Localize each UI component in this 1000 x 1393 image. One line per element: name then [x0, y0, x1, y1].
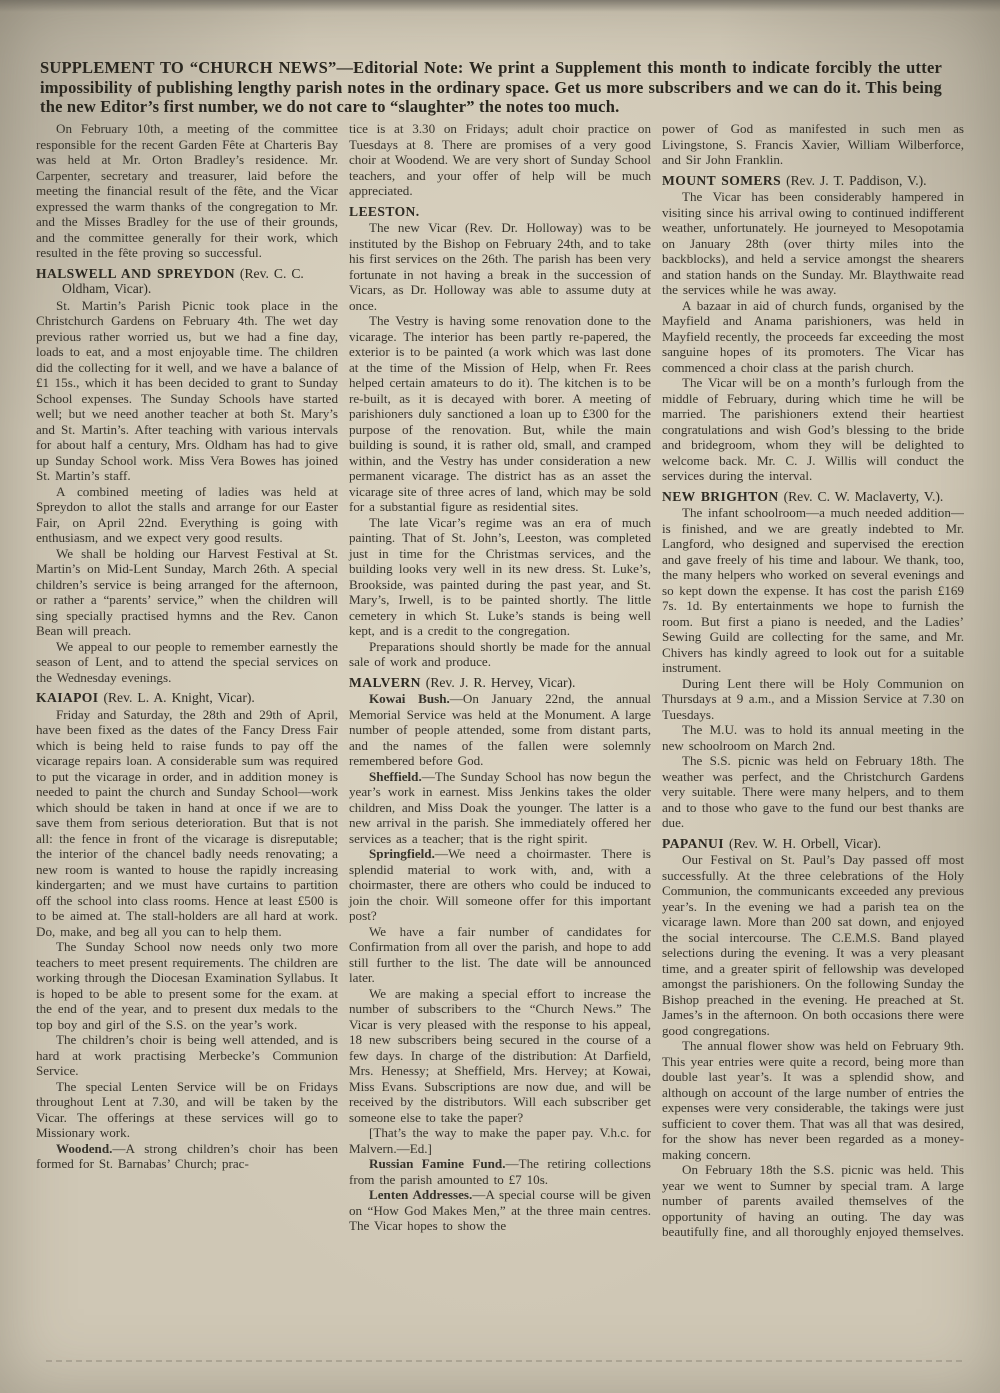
paragraph: The Vicar has been considerably hampered in visiting since his arrival owing to continued indifferent weather, unfortunately. He journeyed to Mesopotamia on January 28th (over thirty miles into the backblocks), and held a service amongst the shearers and station hands on the Sunday. Mr. Blaythwaite read the services while he was away.	[662, 189, 964, 297]
sub-section-paragraph: Springfield.—We need a choirmaster. There is splendid material to work with, and, with a choirmaster, there are others who could be induced to join the choir. Will someone offer for this important post?	[349, 846, 651, 923]
sub-section-label: Woodend.	[56, 1140, 113, 1156]
parish-name: PAPANUI	[662, 835, 724, 851]
paragraph: We shall be holding our Harvest Festival at St. Martin’s on Mid-Lent Sunday, March 26th. A special children’s service is being arranged for the afternoon, or rather a “parents’ service,” when the children will sing specially practised hymns and the Rev. Canon Bean will preach.	[36, 545, 338, 638]
paragraph: The infant schoolroom—a much needed addition—is finished, and we are greatly indebted to Mr. Langford, who designed and supervised the erection and gave freely of his time and labour. We thank, too, the many helpers who worked on several evenings and so kept down the expense. It has cost the parish £169 7s. 1d. By entertainments we hope to furnish the room. But first a piano is needed, and the Ladies’ Sewing Guild are collecting for the same, and Mr. Chivers has kindly agreed to look out for a suitable instrument.	[662, 505, 964, 675]
parish-section-heading	[349, 674, 651, 691]
column-3	[662, 121, 964, 1379]
sub-section-label: Springfield.	[369, 846, 435, 861]
vicar-name: (Rev. J. R. Hervey, Vicar).	[420, 674, 576, 690]
paragraph: The Sunday School now needs only two more teachers to meet present requirements. The children are working through the Diocesan Examination Syllabus. It is hoped to be able to present some for the exam. at the end of the year, and to present dux medals to the top boy and girl of the S.S. on the year’s work.	[36, 939, 338, 1032]
paragraph: A combined meeting of ladies was held at Spreydon to allot the stalls and arrange for our Easter Fair, on April 22nd. Everything is going with enthusiasm, and we expect very good results.	[36, 483, 338, 545]
parish-name: NEW BRIGHTON	[662, 488, 779, 504]
paragraph: On February 10th, a meeting of the committee responsible for the recent Garden Fête at Charteris Bay was held at Mr. Orton Bradley’s residence. Mr. Carpenter, secretary and treasurer, laid before the meeting the financial result of the fête, and the Vicar expressed the warm thanks of the congregation to Mr. and the Misses Bradley for the use of their grounds, and the committee generally for their work, which resulted in the fête proving so successful.	[36, 121, 338, 260]
parish-section-heading	[36, 265, 338, 297]
bottom-dashed-rule	[46, 1360, 962, 1362]
sub-section-paragraph: Lenten Addresses.—A special course will be given on “How God Makes Men,” at the three main centres. The Vicar hopes to show the	[349, 1187, 651, 1233]
paragraph: Preparations should shortly be made for the annual sale of work and produce.	[349, 638, 651, 669]
sub-section-paragraph: Sheffield.—The Sunday School has now begun the year’s work in earnest. Miss Jenkins takes the older children, and Miss Doak the younger. The latter is a new arrival in the parish. She immediately offered her services as a teacher; that is the right spirit.	[349, 768, 651, 846]
parish-name: MOUNT SOMERS	[662, 172, 782, 188]
parish-section-heading	[36, 690, 338, 706]
paragraph: power of God as manifested in such men as Livingstone, S. Francis Xavier, William Wilberforce, and Sir John Franklin.	[662, 121, 964, 167]
parish-name: HALSWELL AND SPREYDON	[36, 265, 235, 281]
paragraph: During Lent there will be Holy Communion on Thursdays at 9 a.m., and a Mission Service at 7.30 on Tuesdays.	[662, 675, 964, 722]
parish-section-heading	[662, 172, 964, 189]
parish-section-heading	[349, 203, 651, 220]
paragraph: The Vicar will be on a month’s furlough from the middle of February, during which time he will be married. The parishioners extend their heartiest congratulations and wish God’s blessing to the bride and bridegroom, whom they will be delighted to welcome back. Mr. C. J. Willis will conduct the services during the interval.	[662, 375, 964, 483]
paragraph: The annual flower show was held on February 9th. This year entries were quite a record, being more than double last year’s. It was a splendid show, and although on account of the large number of entries the expenses were very considerable, the takings were just sufficient to cover them. That was all that was desired, for the show has never been regarded as a money-making concern.	[662, 1038, 964, 1162]
paragraph: tice is at 3.30 on Fridays; adult choir practice on Tuesdays at 8. There are promises of a very good choir at Woodend. We are very short of Sunday School teachers, and your offer of help will be much appreciated.	[349, 121, 651, 198]
sub-section-label: Kowai Bush.	[369, 691, 450, 706]
paragraph: The special Lenten Service will be on Fridays throughout Lent at 7.30, and will be taken by the Vicar. The offerings at these services will go to Missionary work.	[36, 1078, 338, 1140]
vicar-name: (Rev. J. T. Paddison, V.).	[781, 172, 927, 188]
column-1	[36, 121, 338, 1379]
paragraph: The children’s choir is being well attended, and is hard at work practising Merbecke’s Communion Service.	[36, 1032, 338, 1078]
vicar-name: (Rev. L. A. Knight, Vicar).	[98, 690, 255, 705]
paragraph: [That’s the way to make the paper pay. V.h.c. for Malvern.—Ed.]	[349, 1125, 651, 1156]
sub-section-paragraph: Russian Famine Fund.—The retiring collections from the parish amounted to £7 10s.	[349, 1156, 651, 1187]
vicar-name: (Rev. C. W. Maclaverty, V.).	[778, 488, 944, 504]
paragraph: The new Vicar (Rev. Dr. Holloway) was to be instituted by the Bishop on February 24th, and to take his first services on the 26th. The parish has been very fortunate in not having a break in the succession of Vicars, as Dr. Holloway was able to assume duty at once.	[349, 220, 651, 313]
vicar-name: (Rev. C. C. Oldham, Vicar).	[62, 265, 304, 296]
paragraph: Friday and Saturday, the 28th and 29th of April, have been fixed as the dates of the Fancy Dress Fair which is being held to raise funds to pay off the vicarage repairs loan. A considerable sum was required to put the vicarage in order, and in addition money is needed to paint the church and Sunday School—work which should be taken in hand at once if we are to save them from serious deterioration. But that is not all: the fence in front of the vicarage is disreputable; the interior of the chancel badly needs renovating; a new room is wanted to house the rapidly increasing kindergarten; and we must have curtains to partition off the school into class rooms. Hence at least £500 is to be aimed at. The stall-holders are all hard at work. Do, make, and beg all you can to help them.	[36, 706, 338, 939]
paragraph: On February 18th the S.S. picnic was held. This year we went to Sumner by special tram. A large number of parents availed themselves of the opportunity of having an outing. The day was beautifully fine, and all thoroughly enjoyed themselves.	[662, 1162, 964, 1239]
vicar-name: (Rev. W. H. Orbell, Vicar).	[723, 835, 882, 851]
parish-name: MALVERN	[349, 674, 421, 690]
paragraph: The Vestry is having some renovation done to the vicarage. The interior has been partly re-papered, the exterior is to be painted (a work which was last done at the time of the Mission of Help, when Fr. Rees helped certain amateurs to do it). The kitchen is to be re-built, as it is decayed with borer. A meeting of parishioners duly sanctioned a loan up to £300 for the purpose of the renovation. But, while the main building is sound, it is rather old, small, and cramped within, and the Vestry has under consideration a new permanent vicarage. The district has as an asset the vicarage site of three acres of land, which may be sold for a substantial figure as residential sites.	[349, 313, 651, 514]
column-2	[349, 121, 651, 1379]
paragraph: Our Festival on St. Paul’s Day passed off most successfully. At the three celebrations of the Holy Communion, the communicants exceeded any previous year’s. In the evening we had a parish tea on the vicarage lawn. More than 200 sat down, and enjoyed the social intercourse. The C.E.M.S. Band played selections during the evening. It was a very pleasant time, and a greater spirit of fellowship was developed amongst the parishioners. On the following Sunday the Bishop preached in the evening. He preached at St. James’s in the afternoon. On both occasions there were good congregations.	[662, 852, 964, 1038]
editorial-note-header: SUPPLEMENT TO “CHURCH NEWS”—Editorial Note: We print a Supplement this month to indicate forcibly the utter impossibility of publishing lengthy parish notes in the ordinary space. Get us more subscribers and we can do it. This being the new Editor’s first number, we do not care to “slaughter” the notes too much.	[40, 58, 942, 116]
sub-section-label: Russian Famine Fund.	[369, 1156, 506, 1171]
paragraph: We have a fair number of candidates for Confirmation from all over the parish, and hope to add still further to the list. The date will be announced later.	[349, 923, 651, 985]
paragraph: The M.U. was to hold its annual meeting in the new schoolroom on March 2nd.	[662, 722, 964, 753]
sub-section-paragraph: Woodend.—A strong children’s choir has been formed for St. Barnabas’ Church; prac-	[36, 1140, 338, 1171]
parish-section-heading	[662, 488, 964, 505]
paragraph: The late Vicar’s regime was an era of much painting. That of St. John’s, Leeston, was completed just in time for the Christmas services, and the building looks very well in its new dress. St. Luke’s, Brookside, was painted during the past year, and St. Mary’s, Irwell, is to be painted shortly. The little cemetery in which St. Luke’s stands is being well kept, and is a credit to the congregation.	[349, 514, 651, 638]
paragraph: St. Martin’s Parish Picnic took place in the Christchurch Gardens on February 4th. The wet day previous rather worried us, but we had a fine day, loads to eat, and a most enjoyable time. The children did the collecting for it well, and we have a balance of £1 15s., which it has been decided to grant to Sunday School expenses. The Sunday Schools have started well; but we need another teacher at both St. Mary’s and St. Martin’s. After teaching with various intervals for about half a century, Mrs. Oldham has had to give up Sunday School work. Miss Vera Bowes has joined St. Martin’s staff.	[36, 297, 338, 483]
parish-section-heading	[662, 835, 964, 852]
paragraph: We are making a special effort to increase the number of subscribers to the “Church News.” The Vicar is very pleased with the response to his appeal, 18 new subscribers being secured in the course of a few days. In charge of the distribution: At Darfield, Mrs. Henessy; at Sheffield, Mrs. Hervey; at Kowai, Miss Evans. Subscriptions are now due, and will be received by the distributors. Will each subscriber get someone else to take the paper?	[349, 985, 651, 1125]
paragraph: The S.S. picnic was held on February 18th. The weather was perfect, and the Christchurch Gardens very suitable. There were many helpers, and to them and to those who gave to the fund our best thanks are due.	[662, 753, 964, 830]
parish-name: LEESTON.	[349, 203, 420, 219]
paragraph: A bazaar in aid of church funds, organised by the Mayfield and Anama parishioners, was held in Mayfield recently, the proceeds far exceeding the most sanguine hopes of its promoters. The Vicar has commenced a choir class at the parish church.	[662, 297, 964, 375]
sub-section-paragraph: Kowai Bush.—On January 22nd, the annual Memorial Service was held at the Monument. A large number of people attended, some from distant parts, and the names of the fallen were solemnly remembered before God.	[349, 691, 651, 768]
column-container	[36, 121, 964, 1379]
sub-section-label: Sheffield.	[369, 768, 422, 784]
paragraph: We appeal to our people to remember earnestly the season of Lent, and to attend the special services on the Wednesday evenings.	[36, 638, 338, 685]
sub-section-label: Lenten Addresses.	[369, 1187, 473, 1202]
parish-name: KAIAPOI	[36, 690, 99, 705]
